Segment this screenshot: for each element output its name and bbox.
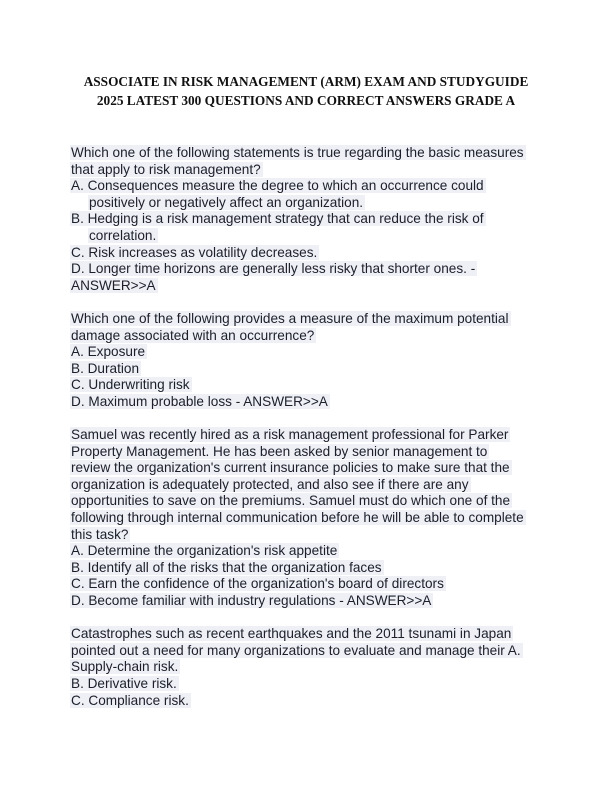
question-3 — [71, 427, 541, 610]
question-2-option-c: C. Underwriting risk — [71, 377, 190, 393]
question-1 — [71, 145, 541, 294]
document-body — [71, 145, 541, 709]
question-2-text-line: damage associated with an occurrence? — [71, 327, 315, 343]
question-4-text-line: pointed out a need for many organizations to evaluate and manage their A. — [71, 642, 521, 658]
question-1-option-c: C. Risk increases as volatility decreases. — [71, 244, 318, 260]
question-2-option-a: A. Exposure — [71, 344, 146, 360]
question-4-option-c: C. Compliance risk. — [71, 692, 189, 708]
document-title — [60, 72, 552, 110]
question-3-text-line: Samuel was recently hired as a risk management professional for Parker — [71, 427, 509, 443]
question-2-option-b: B. Duration — [71, 360, 140, 376]
question-1-text-line: Which one of the following statements is true regarding the basic measures — [71, 145, 524, 160]
question-1-option-a: A. Consequences measure the degree to which an occurrence could — [71, 178, 484, 194]
question-3-option-d-answer: D. Become familiar with industry regulations - ANSWER>>A — [71, 593, 432, 609]
question-3-text-line: opportunities to save on the premiums. Samuel must do which one of the — [71, 493, 511, 509]
question-2-text-line: Which one of the following provides a measure of the maximum potential — [71, 310, 509, 326]
question-3-text-line: review the organization's current insurance policies to make sure that the — [71, 460, 510, 476]
question-1-option-b-cont: correlation. — [89, 227, 157, 243]
question-1-option-a-cont: positively or negatively affect an organization. — [89, 194, 364, 210]
question-1-text-line: that apply to risk management? — [71, 161, 261, 177]
question-3-text-line: following through internal communication before he will be able to complete — [71, 510, 524, 526]
question-3-text-line: organization is adequately protected, and also see if there are any — [71, 476, 469, 492]
question-4-option-b: B. Derivative risk. — [71, 676, 177, 691]
question-4-text-line: Catastrophes such as recent earthquakes and the 2011 tsunami in Japan — [71, 626, 512, 642]
title-line-1: ASSOCIATE IN RISK MANAGEMENT (ARM) EXAM AND STUDYGUIDE — [83, 74, 529, 89]
question-3-option-c: C. Earn the confidence of the organization's board of directors — [71, 576, 444, 592]
question-1-option-d: D. Longer time horizons are generally less risky that shorter ones. - — [71, 261, 476, 277]
question-2 — [71, 311, 541, 411]
question-3-option-a: A. Determine the organization's risk appetite — [71, 543, 338, 559]
question-4-option-a-cont: Supply-chain risk. — [71, 659, 179, 675]
question-3-text-line: Property Management. He has been asked by senior management to — [71, 443, 488, 459]
question-1-option-b: B. Hedging is a risk management strategy that can reduce the risk of — [71, 211, 484, 227]
question-1-answer: ANSWER>>A — [71, 277, 156, 293]
question-3-option-b: B. Identify all of the risks that the organization faces — [71, 559, 382, 575]
question-4 — [71, 626, 541, 709]
title-line-2: 2025 LATEST 300 QUESTIONS AND CORRECT ANSWERS GRADE A — [96, 93, 516, 108]
question-2-option-d-answer: D. Maximum probable loss - ANSWER>>A — [71, 393, 328, 409]
question-3-text-line: this task? — [71, 526, 129, 542]
